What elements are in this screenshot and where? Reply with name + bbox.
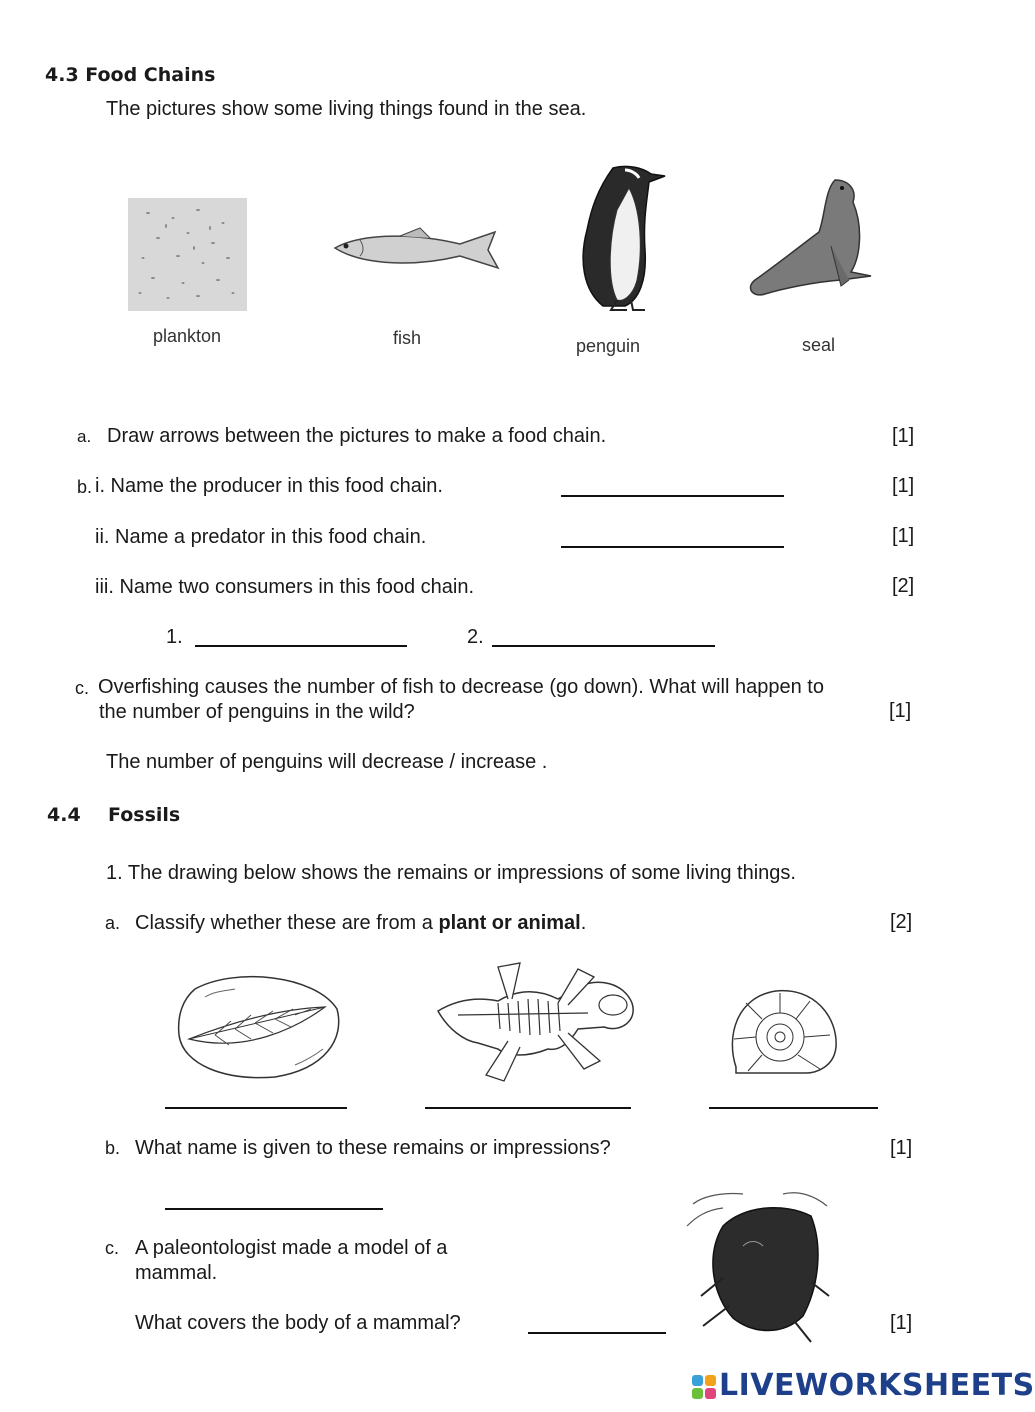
q43b-letter: b. [77,477,93,497]
fish-label: fish [393,328,422,348]
plankton-image [128,198,247,311]
logo-square-blue [692,1375,703,1386]
q43a-letter: a. [77,427,92,446]
penguin-label: penguin [576,336,641,356]
q44c-letter: c. [105,1238,120,1258]
q44c-line1: A paleontologist made a model of a [135,1237,448,1259]
seal-image [750,180,871,295]
leaf-fossil-image [179,977,339,1078]
reptile-fossil-image [438,963,633,1081]
q43bi-marks: [1] [892,475,915,497]
ammonite-fossil-image [732,991,836,1073]
intro-text: The pictures show some living things found in the sea. [106,98,587,120]
q44c-marks: [1] [890,1312,913,1334]
fossils-intro: 1. The drawing below shows the remains or impressions of some living things. [106,862,796,884]
predator-answer-blank[interactable] [561,546,784,548]
consumer-2-blank[interactable] [492,645,715,647]
section-number-fossils: 4.4 [47,804,81,826]
mammal-covering-answer-blank[interactable] [528,1332,666,1334]
fish-image [330,224,502,276]
leaf-fossil-answer-blank[interactable] [165,1107,347,1109]
logo-square-orange [705,1375,716,1386]
plankton-label: plankton [153,326,222,346]
q43c-marks: [1] [889,700,912,722]
logo-square-pink [705,1388,716,1399]
producer-answer-blank[interactable] [561,495,784,497]
section-heading-fossils: Fossils [108,804,181,826]
section-heading-food-chains: 4.3 Food Chains [45,64,216,86]
q43a-text: Draw arrows between the pictures to make a food chain. [107,425,607,447]
penguin-image [573,160,667,312]
q44b-text: What name is given to these remains or impressions? [135,1137,611,1159]
q44c-line2: mammal. [135,1262,218,1284]
flying-squirrel-image [687,1193,829,1342]
reptile-fossil-answer-blank[interactable] [425,1107,631,1109]
penguin-answer-sentence[interactable]: The number of penguins will decrease / increase . [106,751,548,773]
q43biii-text: iii. Name two consumers in this food chain. [95,576,475,598]
fossil-name-answer-blank[interactable] [165,1208,383,1210]
q44b-marks: [1] [890,1137,913,1159]
q43c-letter: c. [75,678,90,698]
q43biii-marks: [2] [892,575,915,597]
q44b-letter: b. [105,1138,121,1158]
q43bii-text: ii. Name a predator in this food chain. [95,526,427,548]
q43c-line1: Overfishing causes the number of fish to decrease (go down). What will happen to [98,676,824,698]
q43bii-marks: [1] [892,525,915,547]
ammonite-fossil-answer-blank[interactable] [709,1107,878,1109]
consumer-1-blank[interactable] [195,645,407,647]
q44a-letter: a. [105,913,121,933]
q44a-marks: [2] [890,911,913,933]
seal-label: seal [802,335,836,355]
logo-square-green [692,1388,703,1399]
consumer-1-number: 1. [166,626,183,648]
q43bi-text: i. Name the producer in this food chain. [95,475,443,497]
consumer-2-number: 2. [467,626,484,648]
logo-text: LIVEWORKSHEETS [719,1368,1035,1403]
q43c-line2: the number of penguins in the wild? [99,701,415,723]
q44a-text: Classify whether these are from a plant or animal. [135,912,587,934]
q43a-marks: [1] [892,425,915,447]
q44c-line3: What covers the body of a mammal? [135,1312,461,1334]
